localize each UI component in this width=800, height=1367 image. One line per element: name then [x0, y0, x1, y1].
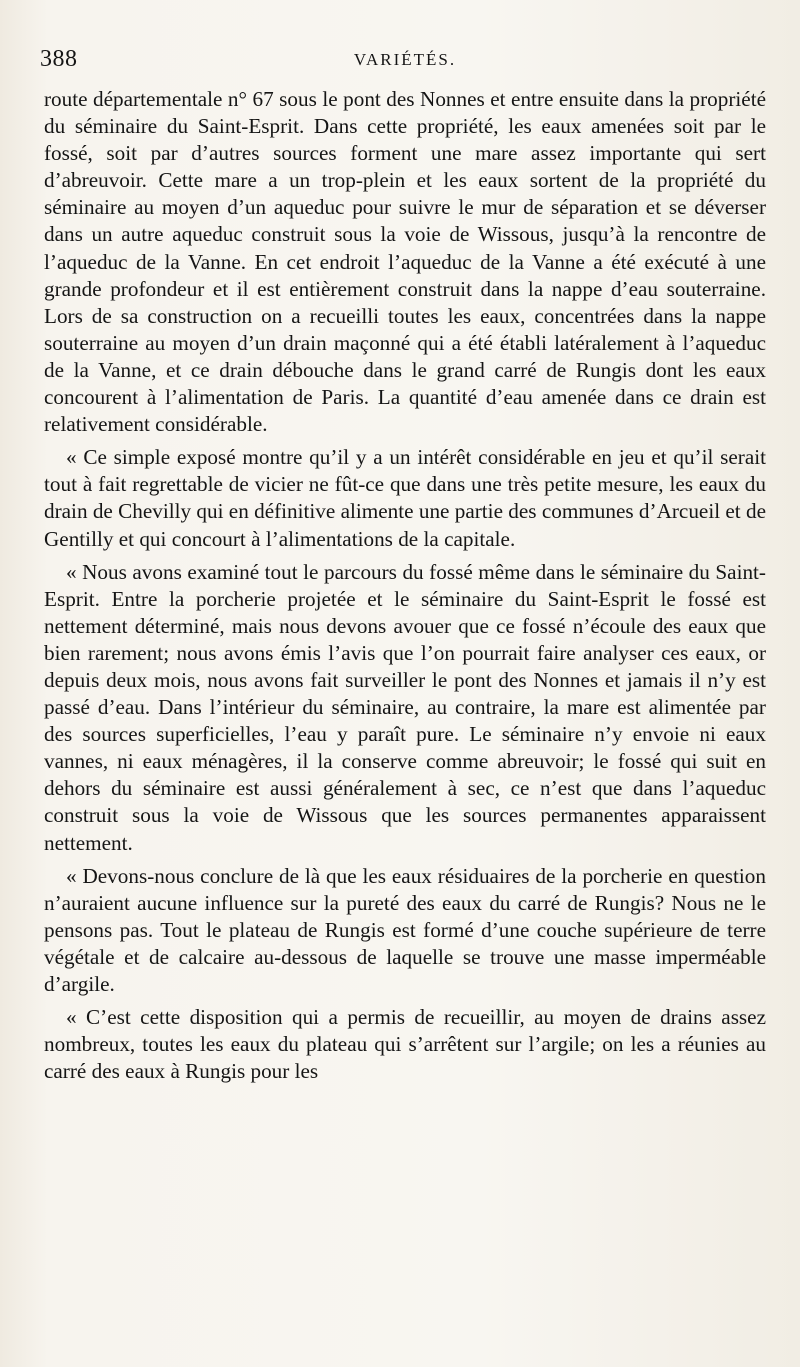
- paragraph-continuation: route départementale n° 67 sous le pont des Nonnes et entre ensuite dans la propriété du séminaire du Saint-Esprit. Dans cette propriété, les eaux amenées soit par le fossé, soit par d’autres sources forment une mare assez importante qui sert d’abreuvoir. Cette mare a un trop-plein et les eaux sortent de la propriété du séminaire au moyen d’un aqueduc pour suivre le mur de séparation et se déverser dans un autre aqueduc construit sous la voie de Wissous, jusqu’à la rencontre de l’aqueduc de la Vanne. En cet endroit l’aqueduc de la Vanne a été exécuté à une grande profondeur et il est entièrement construit dans la nappe d’eau souterraine. Lors de sa construction on a recueilli toutes les eaux, concentrées dans la nappe souterraine au moyen d’un drain maçonné qui a été établi latéralement à l’aqueduc de la Vanne, et ce drain débouche dans le grand carré de Rungis dont les eaux concourent à l’alimentation de Paris. La quantité d’eau amenée dans ce drain est relativement considérable.: [44, 87, 766, 437]
- page-number: 388: [40, 46, 78, 72]
- body-text: [44, 86, 766, 1091]
- paragraph-drainage: « C’est cette disposition qui a permis de recueillir, au moyen de drains assez nombreux, toutes les eaux du plateau qui s’arrêtent sur l’argile; on les a réunies au carré des eaux à Rungis pour les: [44, 1005, 766, 1084]
- paragraph-conclusion-question: « Devons-nous conclure de là que les eaux résiduaires de la porcherie en question n’auraient aucune influence sur la pureté des eaux du carré de Rungis? Nous ne le pensons pas. Tout le plateau de Rungis est formé d’une couche supérieure de terre végétale et de calcaire au-dessous de laquelle se trouve une masse imperméable d’argile.: [44, 863, 766, 996]
- running-head: VARIÉTÉS.: [353, 50, 457, 69]
- paragraph-examination: « Nous avons examiné tout le parcours du fossé même dans le séminaire du Saint-Esprit. Entre la porcherie projetée et le séminaire du Saint-Esprit le fossé est nettement déterminé, mais nous devons avouer que ce fossé n’écoule des eaux que bien rarement; nous avons émis l’avis que l’on pourrait faire analyser ces eaux, or depuis deux mois, nous avons fait surveiller le pont des Nonnes et jamais il n’y est passé d’eau. Dans l’intérieur du séminaire, au contraire, la mare est alimentée par des sources superficielles, l’eau y paraît pure. Le séminaire n’y envoie ni eaux vannes, ni eaux ménagères, il la conserve comme abreuvoir; le fossé qui suit en dehors du séminaire est aussi généralement à sec, ce n’est que dans l’aqueduc construit sous la voie de Wissous que les sources permanentes apparaissent nettement.: [44, 559, 766, 855]
- page-header: [40, 46, 770, 76]
- paragraph-simple-expose: « Ce simple exposé montre qu’il y a un intérêt considérable en jeu et qu’il serait tout à fait regrettable de vicier ne fût-ce que dans une très petite mesure, les eaux du drain de Chevilly qui en définitive alimente une partie des communes d’Arcueil et de Gentilly et qui concourt à l’alimentations de la capitale.: [44, 445, 766, 551]
